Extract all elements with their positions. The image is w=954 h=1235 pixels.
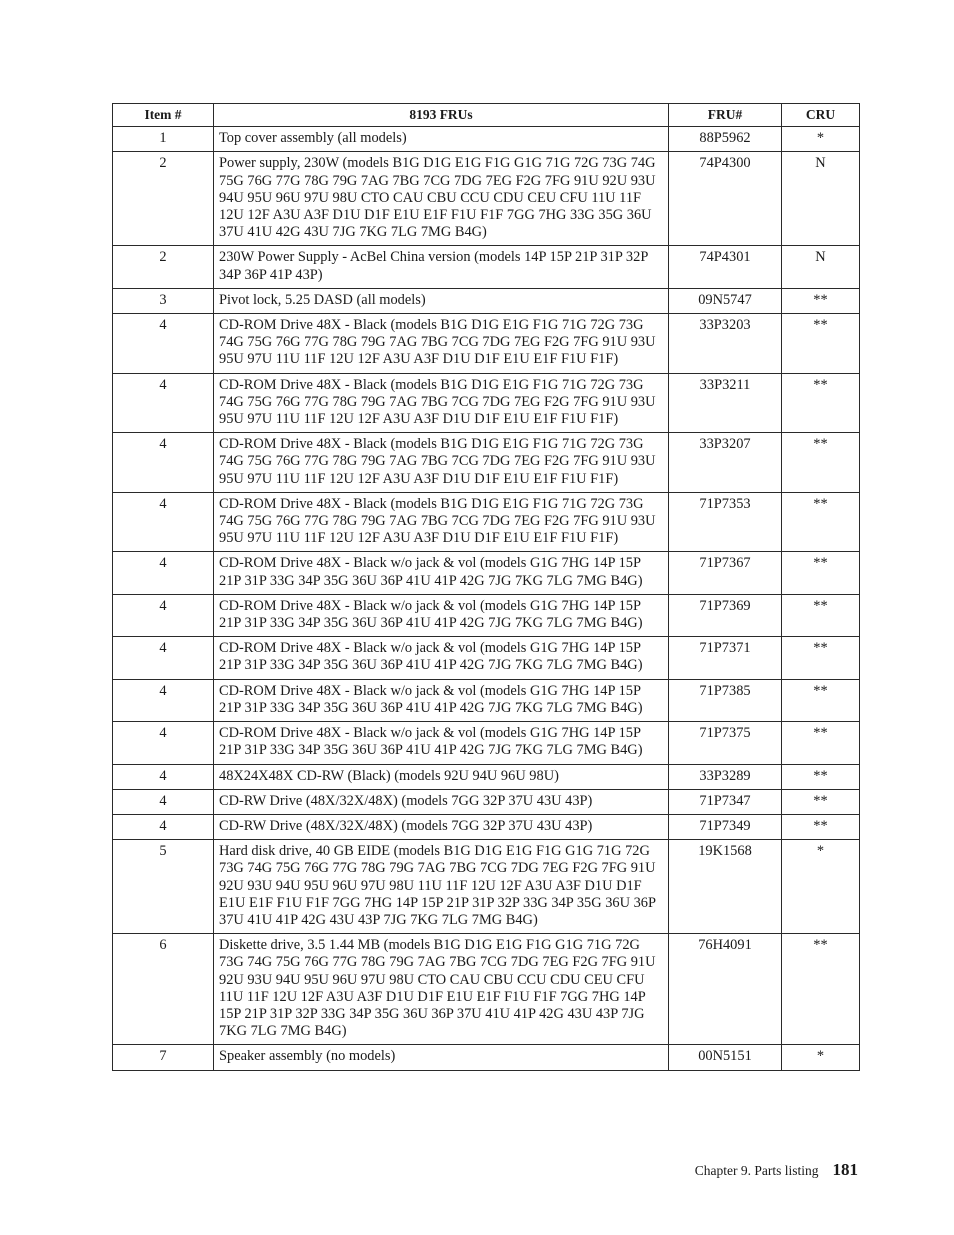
table-row bbox=[113, 492, 860, 552]
header-cru: CRU bbox=[782, 104, 860, 127]
table-row bbox=[113, 152, 860, 246]
page-number: 181 bbox=[832, 1160, 858, 1179]
fru-description-cell: Speaker assembly (no models) bbox=[214, 1045, 669, 1070]
cru-cell: ** bbox=[782, 814, 860, 839]
cru-cell: ** bbox=[782, 679, 860, 721]
fru-number-cell: 71P7369 bbox=[669, 594, 782, 636]
fru-description-cell: Power supply, 230W (models B1G D1G E1G F1G G1G 71G 72G 73G 74G 75G 76G 77G 78G 79G 7AG 7BG 7CG 7DG 7EG F2G 7FG 91U 92U 93U 94U 95U 96U 97U 98U CTO CAU CBU CCU CDU CEU CFU 11U 11F 12U 12F A3U A3F D1U D1F E1U E1F F1U F1F 7GG 7HG 33G 35G 36U 37U 41U 42G 43U 7JG 7KG 7LG 7MG B4G) bbox=[214, 152, 669, 246]
table-row bbox=[113, 373, 860, 433]
item-number-cell: 4 bbox=[113, 814, 214, 839]
table-header bbox=[113, 104, 860, 127]
chapter-title: Chapter 9. Parts listing bbox=[694, 1163, 819, 1178]
table-row bbox=[113, 552, 860, 594]
table-row bbox=[113, 934, 860, 1045]
fru-description-cell: CD-RW Drive (48X/32X/48X) (models 7GG 32P 37U 43U 43P) bbox=[214, 814, 669, 839]
cru-cell: N bbox=[782, 152, 860, 246]
fru-description-cell: 230W Power Supply - AcBel China version (models 14P 15P 21P 31P 32P 34P 36P 41P 43P) bbox=[214, 246, 669, 288]
header-item-number: Item # bbox=[113, 104, 214, 127]
fru-description-cell: Pivot lock, 5.25 DASD (all models) bbox=[214, 288, 669, 313]
fru-description-cell: CD-ROM Drive 48X - Black w/o jack & vol (models G1G 7HG 14P 15P 21P 31P 33G 34P 35G 36U 36P 41U 41P 42G 7JG 7KG 7LG 7MG B4G) bbox=[214, 637, 669, 679]
fru-description-cell: Top cover assembly (all models) bbox=[214, 127, 669, 152]
cru-cell: ** bbox=[782, 433, 860, 493]
cru-cell: * bbox=[782, 127, 860, 152]
fru-number-cell: 33P3289 bbox=[669, 764, 782, 789]
fru-number-cell: 71P7347 bbox=[669, 789, 782, 814]
fru-number-cell: 71P7349 bbox=[669, 814, 782, 839]
fru-description-cell: CD-ROM Drive 48X - Black (models B1G D1G E1G F1G 71G 72G 73G 74G 75G 76G 77G 78G 79G 7AG 7BG 7CG 7DG 7EG F2G 7FG 91U 93U 95U 97U 11U 11F 12U 12F A3U A3F D1U D1F E1U E1F F1U F1F) bbox=[214, 373, 669, 433]
item-number-cell: 5 bbox=[113, 840, 214, 934]
cru-cell: ** bbox=[782, 594, 860, 636]
table-row bbox=[113, 433, 860, 493]
cru-cell: * bbox=[782, 840, 860, 934]
fru-description-cell: CD-ROM Drive 48X - Black (models B1G D1G E1G F1G 71G 72G 73G 74G 75G 76G 77G 78G 79G 7AG 7BG 7CG 7DG 7EG F2G 7FG 91U 93U 95U 97U 11U 11F 12U 12F A3U A3F D1U D1F E1U E1F F1U F1F) bbox=[214, 314, 669, 374]
item-number-cell: 1 bbox=[113, 127, 214, 152]
cru-cell: ** bbox=[782, 288, 860, 313]
fru-number-cell: 19K1568 bbox=[669, 840, 782, 934]
fru-number-cell: 71P7371 bbox=[669, 637, 782, 679]
cru-cell: N bbox=[782, 246, 860, 288]
table-row bbox=[113, 637, 860, 679]
item-number-cell: 4 bbox=[113, 722, 214, 764]
header-fru-description: 8193 FRUs bbox=[214, 104, 669, 127]
fru-description-cell: CD-ROM Drive 48X - Black (models B1G D1G E1G F1G 71G 72G 73G 74G 75G 76G 77G 78G 79G 7AG 7BG 7CG 7DG 7EG F2G 7FG 91U 93U 95U 97U 11U 11F 12U 12F A3U A3F D1U D1F E1U E1F F1U F1F) bbox=[214, 433, 669, 493]
table-row bbox=[113, 314, 860, 374]
item-number-cell: 2 bbox=[113, 246, 214, 288]
fru-number-cell: 74P4300 bbox=[669, 152, 782, 246]
fru-description-cell: CD-ROM Drive 48X - Black w/o jack & vol (models G1G 7HG 14P 15P 21P 31P 33G 34P 35G 36U 36P 41U 41P 42G 7JG 7KG 7LG 7MG B4G) bbox=[214, 552, 669, 594]
item-number-cell: 3 bbox=[113, 288, 214, 313]
table-row bbox=[113, 814, 860, 839]
cru-cell: ** bbox=[782, 492, 860, 552]
item-number-cell: 4 bbox=[113, 433, 214, 493]
fru-description-cell: CD-ROM Drive 48X - Black w/o jack & vol (models G1G 7HG 14P 15P 21P 31P 33G 34P 35G 36U 36P 41U 41P 42G 7JG 7KG 7LG 7MG B4G) bbox=[214, 679, 669, 721]
item-number-cell: 7 bbox=[113, 1045, 214, 1070]
item-number-cell: 4 bbox=[113, 789, 214, 814]
fru-description-cell: CD-RW Drive (48X/32X/48X) (models 7GG 32P 37U 43U 43P) bbox=[214, 789, 669, 814]
item-number-cell: 4 bbox=[113, 373, 214, 433]
page-footer bbox=[695, 1160, 858, 1180]
item-number-cell: 4 bbox=[113, 594, 214, 636]
fru-description-cell: Diskette drive, 3.5 1.44 MB (models B1G D1G E1G F1G G1G 71G 72G 73G 74G 75G 76G 77G 78G 79G 7AG 7BG 7CG 7DG 7EG F2G 7FG 91U 92U 93U 94U 95U 96U 97U 98U CTO CAU CBU CCU CDU CEU CFU 11U 11F 12U 12F A3U A3F D1U D1F E1U E1F F1U F1F 7GG 7HG 14P 15P 21P 31P 32P 33G 34P 35G 36U 36P 37U 41U 41P 42G 43U 43P 7JG 7KG 7LG 7MG B4G) bbox=[214, 934, 669, 1045]
fru-number-cell: 33P3203 bbox=[669, 314, 782, 374]
table-row bbox=[113, 246, 860, 288]
item-number-cell: 4 bbox=[113, 637, 214, 679]
fru-description-cell: CD-ROM Drive 48X - Black w/o jack & vol (models G1G 7HG 14P 15P 21P 31P 33G 34P 35G 36U 36P 41U 41P 42G 7JG 7KG 7LG 7MG B4G) bbox=[214, 594, 669, 636]
header-row bbox=[113, 104, 860, 127]
fru-description-cell: CD-ROM Drive 48X - Black (models B1G D1G E1G F1G 71G 72G 73G 74G 75G 76G 77G 78G 79G 7AG 7BG 7CG 7DG 7EG F2G 7FG 91U 93U 95U 97U 11U 11F 12U 12F A3U A3F D1U D1F E1U E1F F1U F1F) bbox=[214, 492, 669, 552]
fru-number-cell: 74P4301 bbox=[669, 246, 782, 288]
table-row bbox=[113, 594, 860, 636]
cru-cell: ** bbox=[782, 552, 860, 594]
cru-cell: ** bbox=[782, 722, 860, 764]
cru-cell: ** bbox=[782, 934, 860, 1045]
fru-number-cell: 88P5962 bbox=[669, 127, 782, 152]
fru-number-cell: 33P3211 bbox=[669, 373, 782, 433]
fru-number-cell: 71P7353 bbox=[669, 492, 782, 552]
fru-number-cell: 76H4091 bbox=[669, 934, 782, 1045]
parts-table bbox=[112, 103, 860, 1071]
fru-number-cell: 33P3207 bbox=[669, 433, 782, 493]
item-number-cell: 2 bbox=[113, 152, 214, 246]
cru-cell: ** bbox=[782, 637, 860, 679]
fru-description-cell: CD-ROM Drive 48X - Black w/o jack & vol (models G1G 7HG 14P 15P 21P 31P 33G 34P 35G 36U 36P 41U 41P 42G 7JG 7KG 7LG 7MG B4G) bbox=[214, 722, 669, 764]
cru-cell: ** bbox=[782, 789, 860, 814]
table-row bbox=[113, 789, 860, 814]
table-row bbox=[113, 127, 860, 152]
item-number-cell: 4 bbox=[113, 492, 214, 552]
item-number-cell: 4 bbox=[113, 679, 214, 721]
table-body bbox=[113, 127, 860, 1070]
item-number-cell: 6 bbox=[113, 934, 214, 1045]
item-number-cell: 4 bbox=[113, 314, 214, 374]
table-row bbox=[113, 840, 860, 934]
cru-cell: ** bbox=[782, 373, 860, 433]
cru-cell: * bbox=[782, 1045, 860, 1070]
header-fru-number: FRU# bbox=[669, 104, 782, 127]
table-row bbox=[113, 679, 860, 721]
table-row bbox=[113, 1045, 860, 1070]
fru-number-cell: 00N5151 bbox=[669, 1045, 782, 1070]
fru-number-cell: 71P7375 bbox=[669, 722, 782, 764]
table-row bbox=[113, 764, 860, 789]
fru-number-cell: 71P7367 bbox=[669, 552, 782, 594]
fru-description-cell: 48X24X48X CD-RW (Black) (models 92U 94U 96U 98U) bbox=[214, 764, 669, 789]
fru-description-cell: Hard disk drive, 40 GB EIDE (models B1G D1G E1G F1G G1G 71G 72G 73G 74G 75G 76G 77G 78G 79G 7AG 7BG 7CG 7DG 7EG F2G 7FG 91U 92U 93U 94U 95U 96U 97U 98U 11U 11F 12U 12F A3U A3F D1U D1F E1U E1F F1U F1F 7GG 7HG 14P 15P 21P 31P 32P 33G 34P 35G 36U 36P 37U 41U 41P 42G 43U 43P 7JG 7KG 7LG 7MG B4G) bbox=[214, 840, 669, 934]
fru-number-cell: 09N5747 bbox=[669, 288, 782, 313]
table-row bbox=[113, 722, 860, 764]
item-number-cell: 4 bbox=[113, 764, 214, 789]
fru-number-cell: 71P7385 bbox=[669, 679, 782, 721]
table-row bbox=[113, 288, 860, 313]
cru-cell: ** bbox=[782, 764, 860, 789]
cru-cell: ** bbox=[782, 314, 860, 374]
item-number-cell: 4 bbox=[113, 552, 214, 594]
